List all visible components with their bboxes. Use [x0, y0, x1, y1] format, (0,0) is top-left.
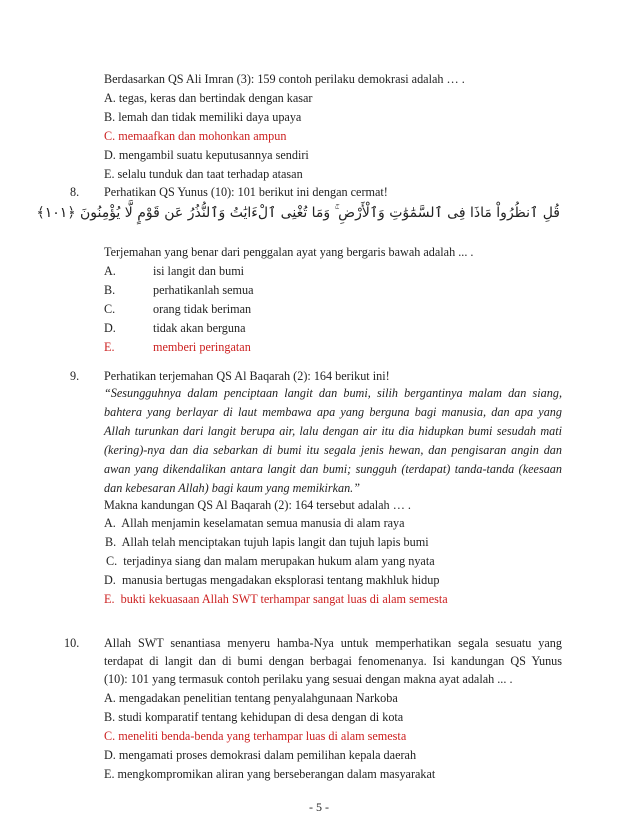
q10-option-a [104, 691, 398, 706]
q9-option-c [106, 554, 435, 569]
q7-option-b [104, 110, 301, 125]
option-letter: B. [105, 535, 117, 549]
option-text: tegas, keras dan bertindak dengan kasar [118, 91, 313, 105]
option-letter: D. [104, 573, 116, 587]
q8-option-c-text: orang tidak beriman [153, 302, 252, 316]
option-text: lemah dan tidak memiliki daya upaya [118, 110, 302, 124]
page-number: - 5 - [309, 800, 329, 814]
q8-number: 8. [70, 185, 80, 199]
option-letter: C. [106, 554, 118, 568]
q10-option-d [104, 748, 416, 763]
q9-option-e [104, 592, 448, 607]
q8-option-c-letter: C. [104, 302, 116, 316]
q10-option-c [104, 729, 406, 744]
q9-option-d [104, 573, 439, 588]
q10-option-e [104, 767, 435, 782]
option-text: Allah menjamin keselamatan semua manusia di alam raya [121, 516, 405, 530]
q8-option-b-letter: B. [104, 283, 116, 297]
option-letter: E. [104, 167, 115, 181]
q8-arabic-verse: قُلِ ٱنظُرُواْ مَاذَا فِى ٱلسَّمَٰوَٰتِ وَٱلْأَرْضِ ۚ وَمَا تُغْنِى ٱلْءَايَٰتُ وَٱلنُّذُرُ عَن قَوْمٍ لَّا يُؤْمِنُونَ ﴿١٠١﴾ [36, 205, 560, 221]
option-text: selalu tunduk dan taat terhadap atasan [117, 167, 303, 181]
option-letter: B. [104, 710, 116, 724]
q8-option-d-text: tidak akan berguna [153, 321, 246, 335]
q10-question-line-1: Allah SWT senantiasa menyeru hamba-Nya untuk memperhatikan segala sesuatu yang [104, 636, 562, 650]
q8-option-e-text: memberi peringatan [153, 340, 251, 354]
q9-quote-line-4: (kering)-nya dan dia sebarkan di bumi itu segala jenis hewan, dan pengisaran angin dan [104, 443, 562, 457]
option-text: memaafkan dan mohonkan ampun [118, 129, 287, 143]
option-letter: E. [104, 592, 115, 606]
option-letter: A. [104, 91, 116, 105]
option-text: mengadakan penelitian tentang penyalahgunaan Narkoba [118, 691, 398, 705]
option-letter: E. [104, 767, 115, 781]
q9-quote-line-1: “Sesungguhnya dalam penciptaan langit dan bumi, silih bergantinya malam dan siang, [104, 386, 562, 400]
q10-question-line-3: (10): 101 yang termasuk contoh perilaku yang sesuai dengan makna ayat adalah ... . [104, 672, 513, 686]
q9-prompt: Makna kandungan QS Al Baqarah (2): 164 tersebut adalah … . [104, 498, 411, 512]
q9-option-b [105, 535, 429, 550]
option-letter: C. [104, 129, 116, 143]
q8-option-b-text: perhatikanlah semua [153, 283, 254, 297]
q8-option-a-text: isi langit dan bumi [153, 264, 245, 278]
q8-option-e-letter: E. [104, 340, 115, 354]
option-text: mengamati proses demokrasi dalam pemilihan kepala daerah [118, 748, 417, 762]
option-text: Allah telah menciptakan tujuh lapis langit dan tujuh lapis bumi [121, 535, 429, 549]
q9-quote-line-2: bahtera yang berlayar di laut membawa apa yang berguna bagi manusia, dan apa yang [104, 405, 562, 419]
q7-option-a [104, 91, 312, 106]
option-text: bukti kekuasaan Allah SWT terhampar sangat luas di alam semesta [120, 592, 448, 606]
q8-question: Perhatikan QS Yunus (10): 101 berikut ini dengan cermat! [104, 185, 388, 199]
q7-question: Berdasarkan QS Ali Imran (3): 159 contoh perilaku demokrasi adalah … . [104, 72, 465, 86]
q8-option-d-letter: D. [104, 321, 116, 335]
option-text: meneliti benda-benda yang terhampar luas di alam semesta [118, 729, 407, 743]
q9-option-a [104, 516, 405, 531]
option-letter: D. [104, 148, 116, 162]
q9-quote-line-6: dan kebesaran Allah) bagi kaum yang memikirkan.” [104, 481, 361, 495]
q9-quote-line-3: Allah turunkan dari langit berupa air, lalu dengan air itu dia hidupkan bumi sesudah mati [104, 424, 562, 438]
q8-prompt: Terjemahan yang benar dari penggalan ayat yang bergaris bawah adalah ... . [104, 245, 474, 259]
option-text: manusia bertugas mengadakan eksplorasi tentang makhluk hidup [121, 573, 440, 587]
q7-option-e [104, 167, 303, 182]
q9-question: Perhatikan terjemahan QS Al Baqarah (2): 164 berikut ini! [104, 369, 390, 383]
option-text: terjadinya siang dan malam merupakan hukum alam yang nyata [123, 554, 435, 568]
q10-option-b [104, 710, 403, 725]
q7-option-c [104, 129, 286, 144]
q9-quote-line-5: awan yang dikendalikan antara langit dan bumi; sungguh (terdapat) tanda-tanda (keesaan [104, 462, 562, 476]
q7-option-d [104, 148, 309, 163]
q8-option-a-letter: A. [104, 264, 116, 278]
q10-question-line-2: terdapat di langit dan di bumi dengan berbagai fenomenanya. Isi kandungan QS Yunus [104, 654, 562, 668]
option-letter: C. [104, 729, 116, 743]
option-text: mengkompromikan aliran yang berseberangan dalam masyarakat [117, 767, 436, 781]
q10-number: 10. [64, 636, 80, 650]
q9-number: 9. [70, 369, 80, 383]
option-letter: A. [104, 516, 116, 530]
option-text: studi komparatif tentang kehidupan di desa dengan di kota [118, 710, 404, 724]
option-letter: A. [104, 691, 116, 705]
option-letter: B. [104, 110, 116, 124]
option-text: mengambil suatu keputusannya sendiri [118, 148, 309, 162]
option-letter: D. [104, 748, 116, 762]
